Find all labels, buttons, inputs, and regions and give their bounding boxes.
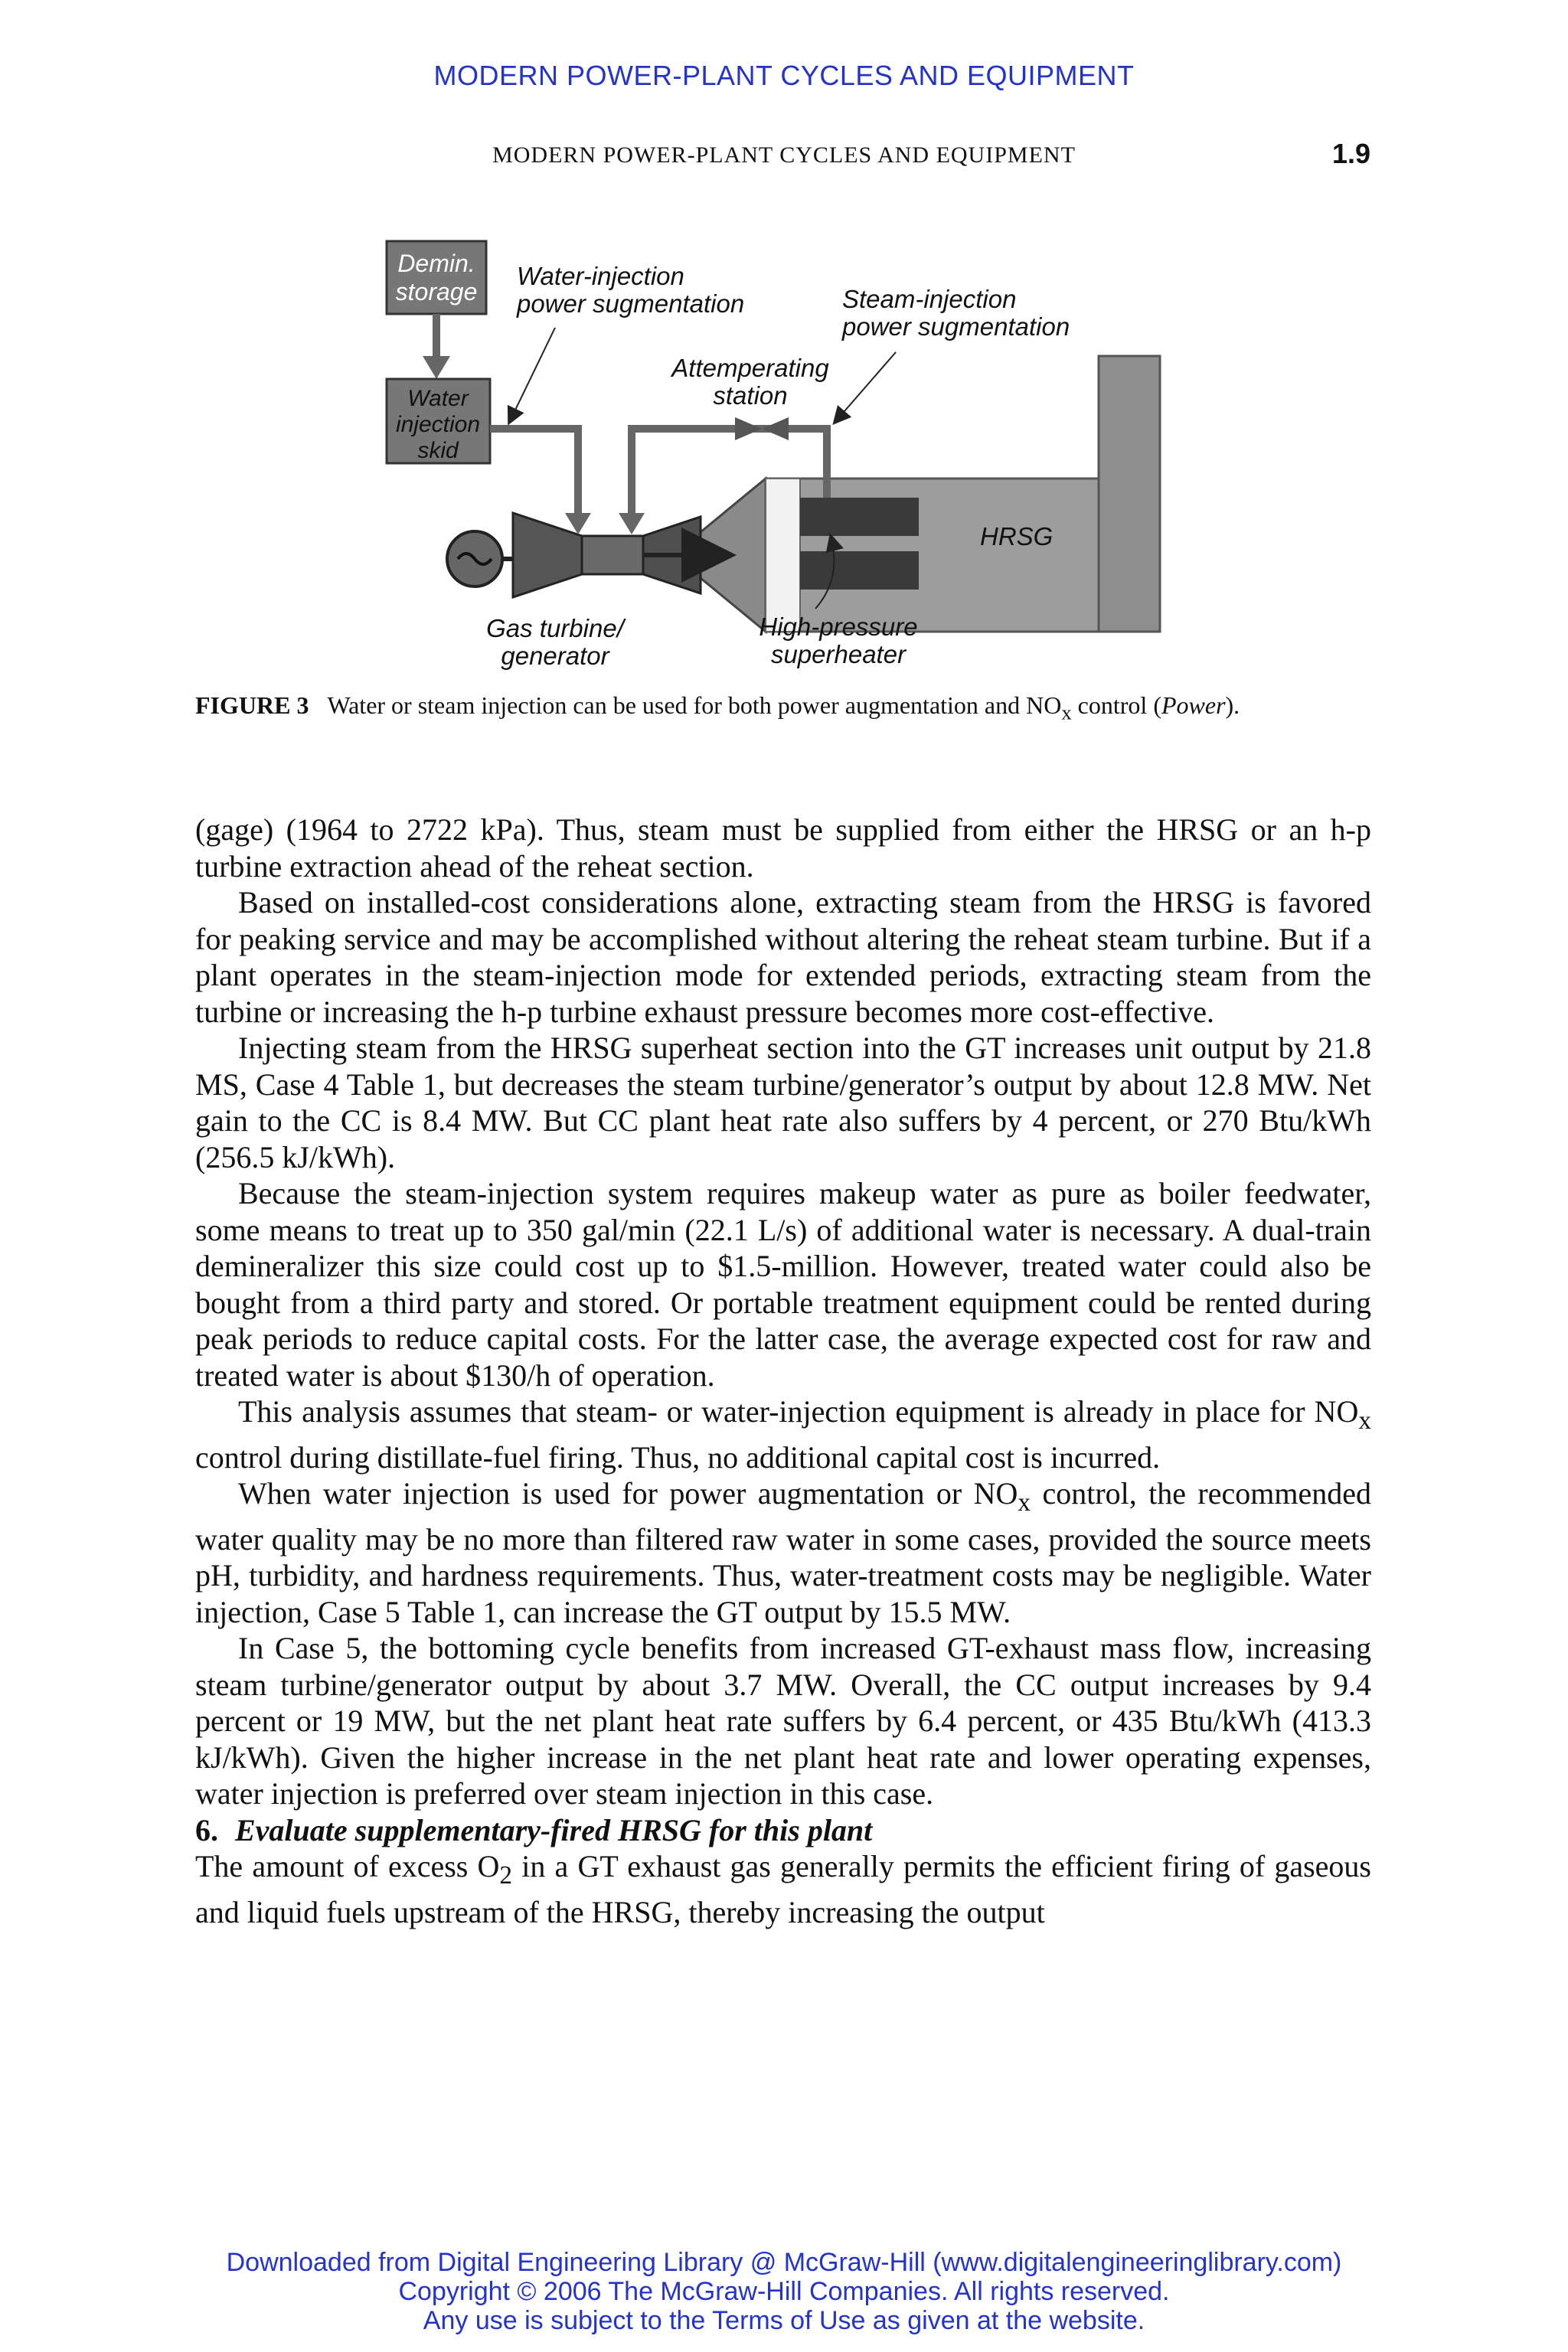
running-head: MODERN POWER-PLANT CYCLES AND EQUIPMENT [492, 142, 1076, 168]
top-title-link[interactable]: MODERN POWER-PLANT CYCLES AND EQUIPMENT [433, 60, 1135, 91]
paragraph-5-subscript: x [1358, 1406, 1371, 1435]
paragraph-6-subscript: x [1018, 1488, 1031, 1517]
footer-copyright[interactable]: Copyright © 2006 The McGraw-Hill Companies. All rights reserved. [398, 2277, 1170, 2306]
water-injection-label-2: power sugmentation [517, 289, 745, 318]
paragraph-5 [195, 1393, 1371, 1475]
water-injection-pipe [490, 429, 578, 517]
paragraph-6-b: control, the recommended water quality may be no more than filtered raw water in some cases, provided the source meets pH, turbidity, and hardness requirements. Thus, water-treatment costs may be negligible. Water injection, Case 5 Table 1, can increase the GT output by 15.5 MW. [195, 1476, 1371, 1629]
paragraph-5-a: This analysis assumes that steam- or water-injection equipment is already in place for NO [238, 1394, 1359, 1429]
attemperating-valve-left [735, 417, 762, 440]
hp-superheater-label-2: superheater [770, 640, 906, 668]
steam-injection-leader [835, 352, 896, 423]
hp-superheater-coil-top [800, 498, 919, 536]
figure-diagram [368, 230, 1210, 689]
figure-caption-label: FIGURE 3 [195, 691, 309, 719]
paragraph-8-b: in a GT exhaust gas generally permits the efficient firing of gaseous and liquid fuels upstream of the HRSG, thereby increasing the output [195, 1849, 1371, 1929]
gas-turbine-label-1: Gas turbine/ [486, 614, 624, 642]
figure-caption [195, 689, 1371, 728]
hp-superheater-coil-bottom [800, 551, 919, 590]
caption-source: Power [1161, 691, 1226, 719]
caption-text-1: Water or steam injection can be used for both power augmentation and NO [327, 691, 1062, 719]
paragraph-8-a: The amount of excess O [195, 1849, 500, 1883]
attemperating-label-2: station [713, 381, 788, 410]
caption-text-3: ). [1225, 691, 1240, 719]
exhaust-stack [1099, 356, 1160, 632]
paragraph-1: (gage) (1964 to 2722 kPa). Thus, steam must be supplied from either the HRSG or an h-p turbine extraction ahead of the reheat section. [195, 812, 1371, 884]
steam-injection-label-2: power sugmentation [842, 312, 1070, 341]
skid-label-3: skid [417, 438, 459, 463]
paragraph-8 [195, 1848, 1371, 1930]
demin-storage-label-1: Demin. [397, 250, 475, 277]
water-injection-leader [509, 328, 555, 423]
paragraph-6 [195, 1475, 1371, 1630]
paragraph-8-subscript: 2 [499, 1861, 513, 1890]
section-title: Evaluate supplementary-fired HRSG for this plant [235, 1812, 873, 1847]
skid-label-2: injection [395, 412, 481, 437]
paragraph-7: In Case 5, the bottoming cycle benefits from increased GT-exhaust mass flow, increasing steam turbine/generator output by about 3.7 MW. Overall, the CC output increases by 9.4 percent or 19 MW, but the net plant heat rate suffers by 6.4 percent, or 435 Btu/kWh (413.3 kJ/kWh). Given the higher increase in the net plant heat rate and lower operating expenses, water injection is preferred over steam injection in this case. [195, 1631, 1371, 1811]
storage-to-skid-arrow [423, 356, 450, 379]
caption-subscript: x [1061, 701, 1072, 724]
footer-download-link[interactable]: Downloaded from Digital Engineering Library @ McGraw-Hill (www.digitalengineeringlibrary.com) [226, 2248, 1342, 2277]
gas-turbine-combustor [582, 536, 643, 574]
footer-terms[interactable]: Any use is subject to the Terms of Use as given at the website. [423, 2306, 1145, 2335]
section-heading [195, 1812, 1371, 1849]
gas-turbine-compressor [513, 513, 582, 597]
footer [0, 2248, 1568, 2335]
steam-injection-arrow [619, 513, 645, 534]
caption-text-2: control ( [1071, 691, 1161, 719]
attemperating-valve-right [762, 417, 789, 440]
hrsg-label: HRSG [980, 522, 1054, 550]
attemperating-label-1: Attemperating [671, 354, 829, 382]
page-number: 1.9 [1332, 138, 1371, 169]
power-plant-diagram-svg [368, 230, 1210, 689]
paragraph-4: Because the steam-injection system requires makeup water as pure as boiler feedwater, some means to treat up to 350 gal/min (22.1 L/s) of additional water is necessary. A dual-train demineralizer this size could cost up to $1.5-million. However, treated water could also be bought from a third party and stored. Or portable treatment equipment could be rented during peak periods to reduce capital costs. For the latter case, the average expected cost for raw and treated water is about $130/h of operation. [195, 1176, 1371, 1393]
paragraph-5-b: control during distillate-fuel firing. Thus, no additional capital cost is incurred. [195, 1439, 1161, 1475]
section-number: 6. [195, 1812, 218, 1847]
steam-injection-label-1: Steam-injection [842, 285, 1017, 313]
paragraph-6-a: When water injection is used for power augmentation or NO [238, 1476, 1018, 1511]
paragraph-2: Based on installed-cost considerations alone, extracting steam from the HRSG is favored for peaking service and may be accomplished without altering the reheat steam turbine. But if a plant operates in the steam-injection mode for extended periods, extracting steam from the turbine or increasing the h-p turbine exhaust pressure becomes more cost-effective. [195, 885, 1371, 1029]
gas-turbine-label-2: generator [501, 642, 609, 670]
water-injection-label-1: Water-injection [517, 262, 684, 290]
paragraph-3: Injecting steam from the HRSG superheat section into the GT increases unit output by 21.8 MS, Case 4 Table 1, but decreases the steam turbine/generator’s output by about 12.8 MW. Net gain to the CC is 8.4 MW. But CC plant heat rate also suffers by 4 percent, or 270 Btu/kWh (256.5 kJ/kWh). [195, 1031, 1371, 1174]
demin-storage-label-2: storage [395, 278, 478, 305]
skid-label-1: Water [407, 386, 469, 411]
body-text [195, 812, 1371, 1930]
duct-gap [766, 479, 800, 632]
hp-superheater-label-1: High-pressure [759, 612, 918, 641]
